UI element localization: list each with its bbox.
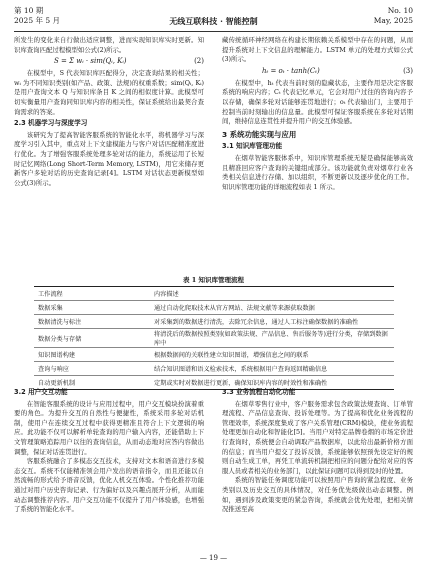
paragraph: 在智能客服系统的设计与应用过程中，用户交互模块扮演着重要的角色。为提升交互的自然性与便捷性，系统采用多轮对话机制，使用户在连续交互过程中获得更精准且符合上下文逻辑的响应。此功能不仅可以解析单轮查询的用户输入内容，还能借助上下文管理策略追踪用户以往的查询信息，从而动态地对应答内容做出调整，保证对话连贯进行。 <box>14 399 204 456</box>
paragraph: 在模型中，S 代表知识库匹配得分，决定查询结果的相关性；wᵢ 为不同知识类别(如产品、政策、法规)的权重系数；sim(Qᵢ, Kᵢ) 是用户查询文本 Q 与知识库条目 K 之间的相似度计算。此模型可切实衡量用户查询同知识库内容的相关性，保证系统给出最契合查询需求的答案。 <box>14 69 204 116</box>
date-cn: 2025 年 5 月 <box>14 16 61 25</box>
paragraph: 在烟草零售行业中，客户服务需求包含政策法规查询、订单管理流程、产品信息查询、投诉处理等。为了提高和优化业务流程的管理效率，系统深度集成了客户关系管理(CRM)模块，使业务流程处理更加自动化和智能化[5]。当用户对特定品牌卷烟的市场定价进行查询时，系统便会自动调取产品数据库，以此给出最新价格方面的信息；而当用户提交了投诉反馈，系统能够依照预先设定好的规则自动生成工单，再凭工单流转机制把相应的问题分配给对应的客服人员或者相关的业务部门，以此保证问题可以得到及时的处置。 <box>222 399 413 475</box>
table-row <box>34 362 394 376</box>
left-column-top <box>14 36 204 188</box>
section-heading: 3 系统功能实现与应用 <box>222 129 297 139</box>
table-cell: 数据分类与存储 <box>34 329 150 348</box>
table-cell: 定期或实时对数据进行更新，确保知识库内容的时效性和准确性 <box>150 376 394 390</box>
page-header <box>14 6 413 30</box>
table-cell: 对采集到的数据进行清洗，去除冗余信息，通过人工标注确保数据的准确性 <box>150 315 394 329</box>
date-en: May, 2025 <box>373 16 413 25</box>
right-column-bottom <box>222 386 413 515</box>
table-row <box>34 329 394 348</box>
table-cell: 结合知识图谱和语义检索技术，系统根据用户查询返回精确信息 <box>150 362 394 376</box>
page-number: — 19 — <box>199 554 228 562</box>
issue-cn: 第 10 期 <box>14 6 44 15</box>
subsection-heading: 3.3 业务流程自动化功能 <box>222 388 296 396</box>
table-cell: 查询与响应 <box>34 362 150 376</box>
left-column-bottom <box>14 386 204 515</box>
journal-title: 无线互联科技 · 智能控制 <box>169 16 258 26</box>
table-row <box>34 315 394 329</box>
paragraph: 在烟草智能客服体系中，知识库管理系统无疑是确保能够高效且精准回应客户查询的关键组成部分。该功能就负责对烟草行业各类相关信息进行存储、加以组织，不断更新以及逐步优化的工作。知识库管理功能的详细流程如表 1 所示。 <box>222 153 413 191</box>
equation-text: hₜ = oₜ · tanh(Cₜ) <box>262 66 320 75</box>
header-right <box>374 6 413 26</box>
section-heading: 2.3 机器学习与深度学习 <box>14 119 88 128</box>
right-column-top <box>222 36 413 192</box>
subsection-heading: 3.2 用户交互功能 <box>14 388 68 396</box>
table-cell: 自动更新机制 <box>34 376 150 390</box>
table-row <box>34 301 394 315</box>
paragraph: 系统的智能任务调度功能可以按照用户咨询的紧急程度、业务类别以及历史交互的具体情况，对任务优先级做出动态调整。例如，遇到涉及政策变更的紧急咨询，系统就会优先处理，把相关情况推送至高 <box>222 476 413 514</box>
paragraph: 该研究为了提高智能客服系统的智能化水平，将机器学习与深度学习引入其中，重点对上下文建模能力与客户对话匹配精准度进行优化。为了增强客服系统处理多轮对话的能力，系统运用了长短时记忆网络(Long Short-Term Memory, LSTM)，用它来储存更新客户多轮对话的历史查询记录[4]。LSTM 对话状态更新模型如公式(3)所示。 <box>14 130 204 187</box>
equation-2 <box>14 55 204 69</box>
table-header-row <box>34 287 394 301</box>
knowledge-base-table <box>34 286 394 390</box>
table-row <box>34 348 394 362</box>
table-cell: 将清洗后的数据按照类别(如政策法规、产品信息、售后服务等)进行分类，存储到数据库中 <box>150 329 394 348</box>
equation-text: S = Σ wᵢ · sim(Qᵢ, Kᵢ) <box>54 57 127 66</box>
table-header-cell: 内容描述 <box>150 287 394 301</box>
issue-en: No. 10 <box>387 6 413 15</box>
table-cell: 数据采集 <box>34 301 150 315</box>
equation-number: (2) <box>194 57 204 66</box>
table-caption: 表 1 知识库管理流程 <box>182 276 245 284</box>
paragraph: 客服系统融合了多模态交互技术，支持对文本和语音进行多模态交互。系统不仅能精准领会用户发出的语音指令，而且还能以自然流畅的形式给予语音反馈，优化人机交互体验。个性化推荐功能通过对用户历史咨询记录、行为偏好以及兴趣点展开分析，从而能动态调整推荐内容。用户交互功能不仅提升了用户体验感，也增强了系统的智能化水平。 <box>14 457 204 514</box>
subsection-heading: 3.1 知识库管理功能 <box>222 142 283 151</box>
table-cell: 知识图谱构建 <box>34 348 150 362</box>
paragraph: 藏传统循环神经网络在构建长期依赖关系模型中存在的问题，从而提升系统对上下文信息的理解能力。LSTM 单元的处理方式如公式(3)所示。 <box>222 36 413 64</box>
table-cell: 数据清洗与标注 <box>34 315 150 329</box>
paragraph: 所发生的变化来自行做出适应调整，进而实现知识库实时更新。知识库查询匹配过程模型如公式(2)所示。 <box>14 36 204 54</box>
equation-number: (3) <box>403 66 413 75</box>
table-cell: 通过自动化爬取技术从官方网站、法规文献等来源获取数据 <box>150 301 394 315</box>
header-rule <box>14 31 413 32</box>
table-cell: 根据数据间的关联性建立知识图谱，增强信息之间的联系 <box>150 348 394 362</box>
paragraph: 在模型中，hₜ 代表当前时刻的隐藏状态，主要作用是决定客服系统的响应内容；Cₜ 代表记忆单元，它会对用户过往的咨询内容予以存储，确保多轮对话能够连贯地进行；oₜ 代表输出门，主要用于控制当前时刻输出的信息量。此模型可保证客服系统在多轮对话期间，维持信息连贯性并提升用户的交互体验感。 <box>222 78 413 126</box>
table-header-cell: 工作流程 <box>34 287 150 301</box>
equation-3 <box>222 65 413 79</box>
